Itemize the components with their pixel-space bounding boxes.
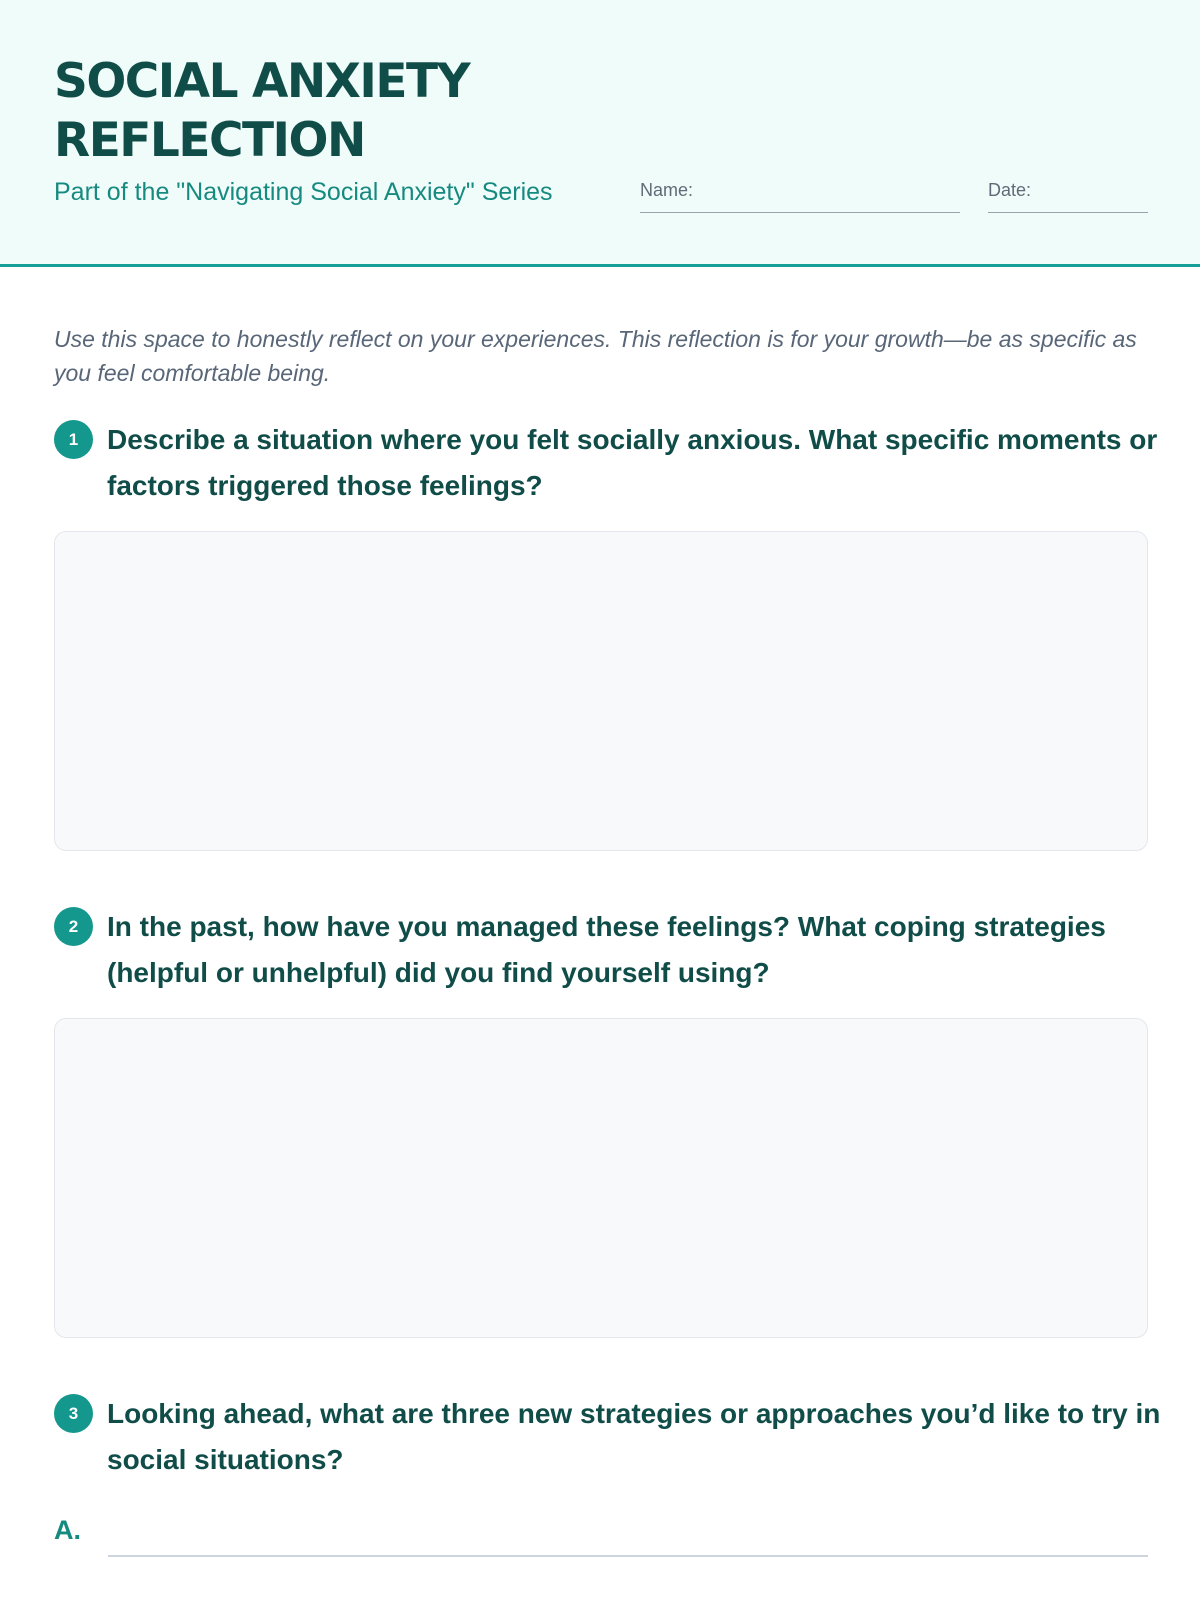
question-text: In the past, how have you managed these feelings? What coping strategies (helpful or unhelpful) did you find yourself using? (107, 911, 1106, 988)
date-field[interactable] (988, 180, 1148, 213)
question-number-badge: 1 (54, 420, 93, 459)
strategy-a-answer-line[interactable] (108, 1555, 1148, 1557)
question-2 (54, 904, 1164, 996)
answer-box-1[interactable] (54, 531, 1148, 851)
question-text: Looking ahead, what are three new strategies or approaches you’d like to try in social situations? (107, 1398, 1161, 1475)
date-label: Date: (988, 180, 1032, 200)
answer-box-2[interactable] (54, 1018, 1148, 1338)
series-subtitle: Part of the "Navigating Social Anxiety" Series (54, 178, 553, 206)
name-label: Name: (640, 180, 694, 200)
worksheet-header (0, 0, 1200, 267)
question-number-badge: 3 (54, 1394, 93, 1433)
question-number-badge: 2 (54, 907, 93, 946)
name-field[interactable] (640, 180, 960, 213)
question-1 (54, 417, 1164, 509)
intro-text: Use this space to honestly reflect on your experiences. This reflection is for your growth—be as specific as you feel comfortable being. (54, 326, 1137, 386)
question-text: Describe a situation where you felt socially anxious. What specific moments or factors triggered those feelings? (107, 424, 1158, 501)
strategy-letter: A. (54, 1515, 81, 1545)
strategy-a (54, 1515, 1148, 1557)
page-title: SOCIAL ANXIETY REFLECTION (54, 54, 470, 168)
question-3 (54, 1391, 1164, 1483)
